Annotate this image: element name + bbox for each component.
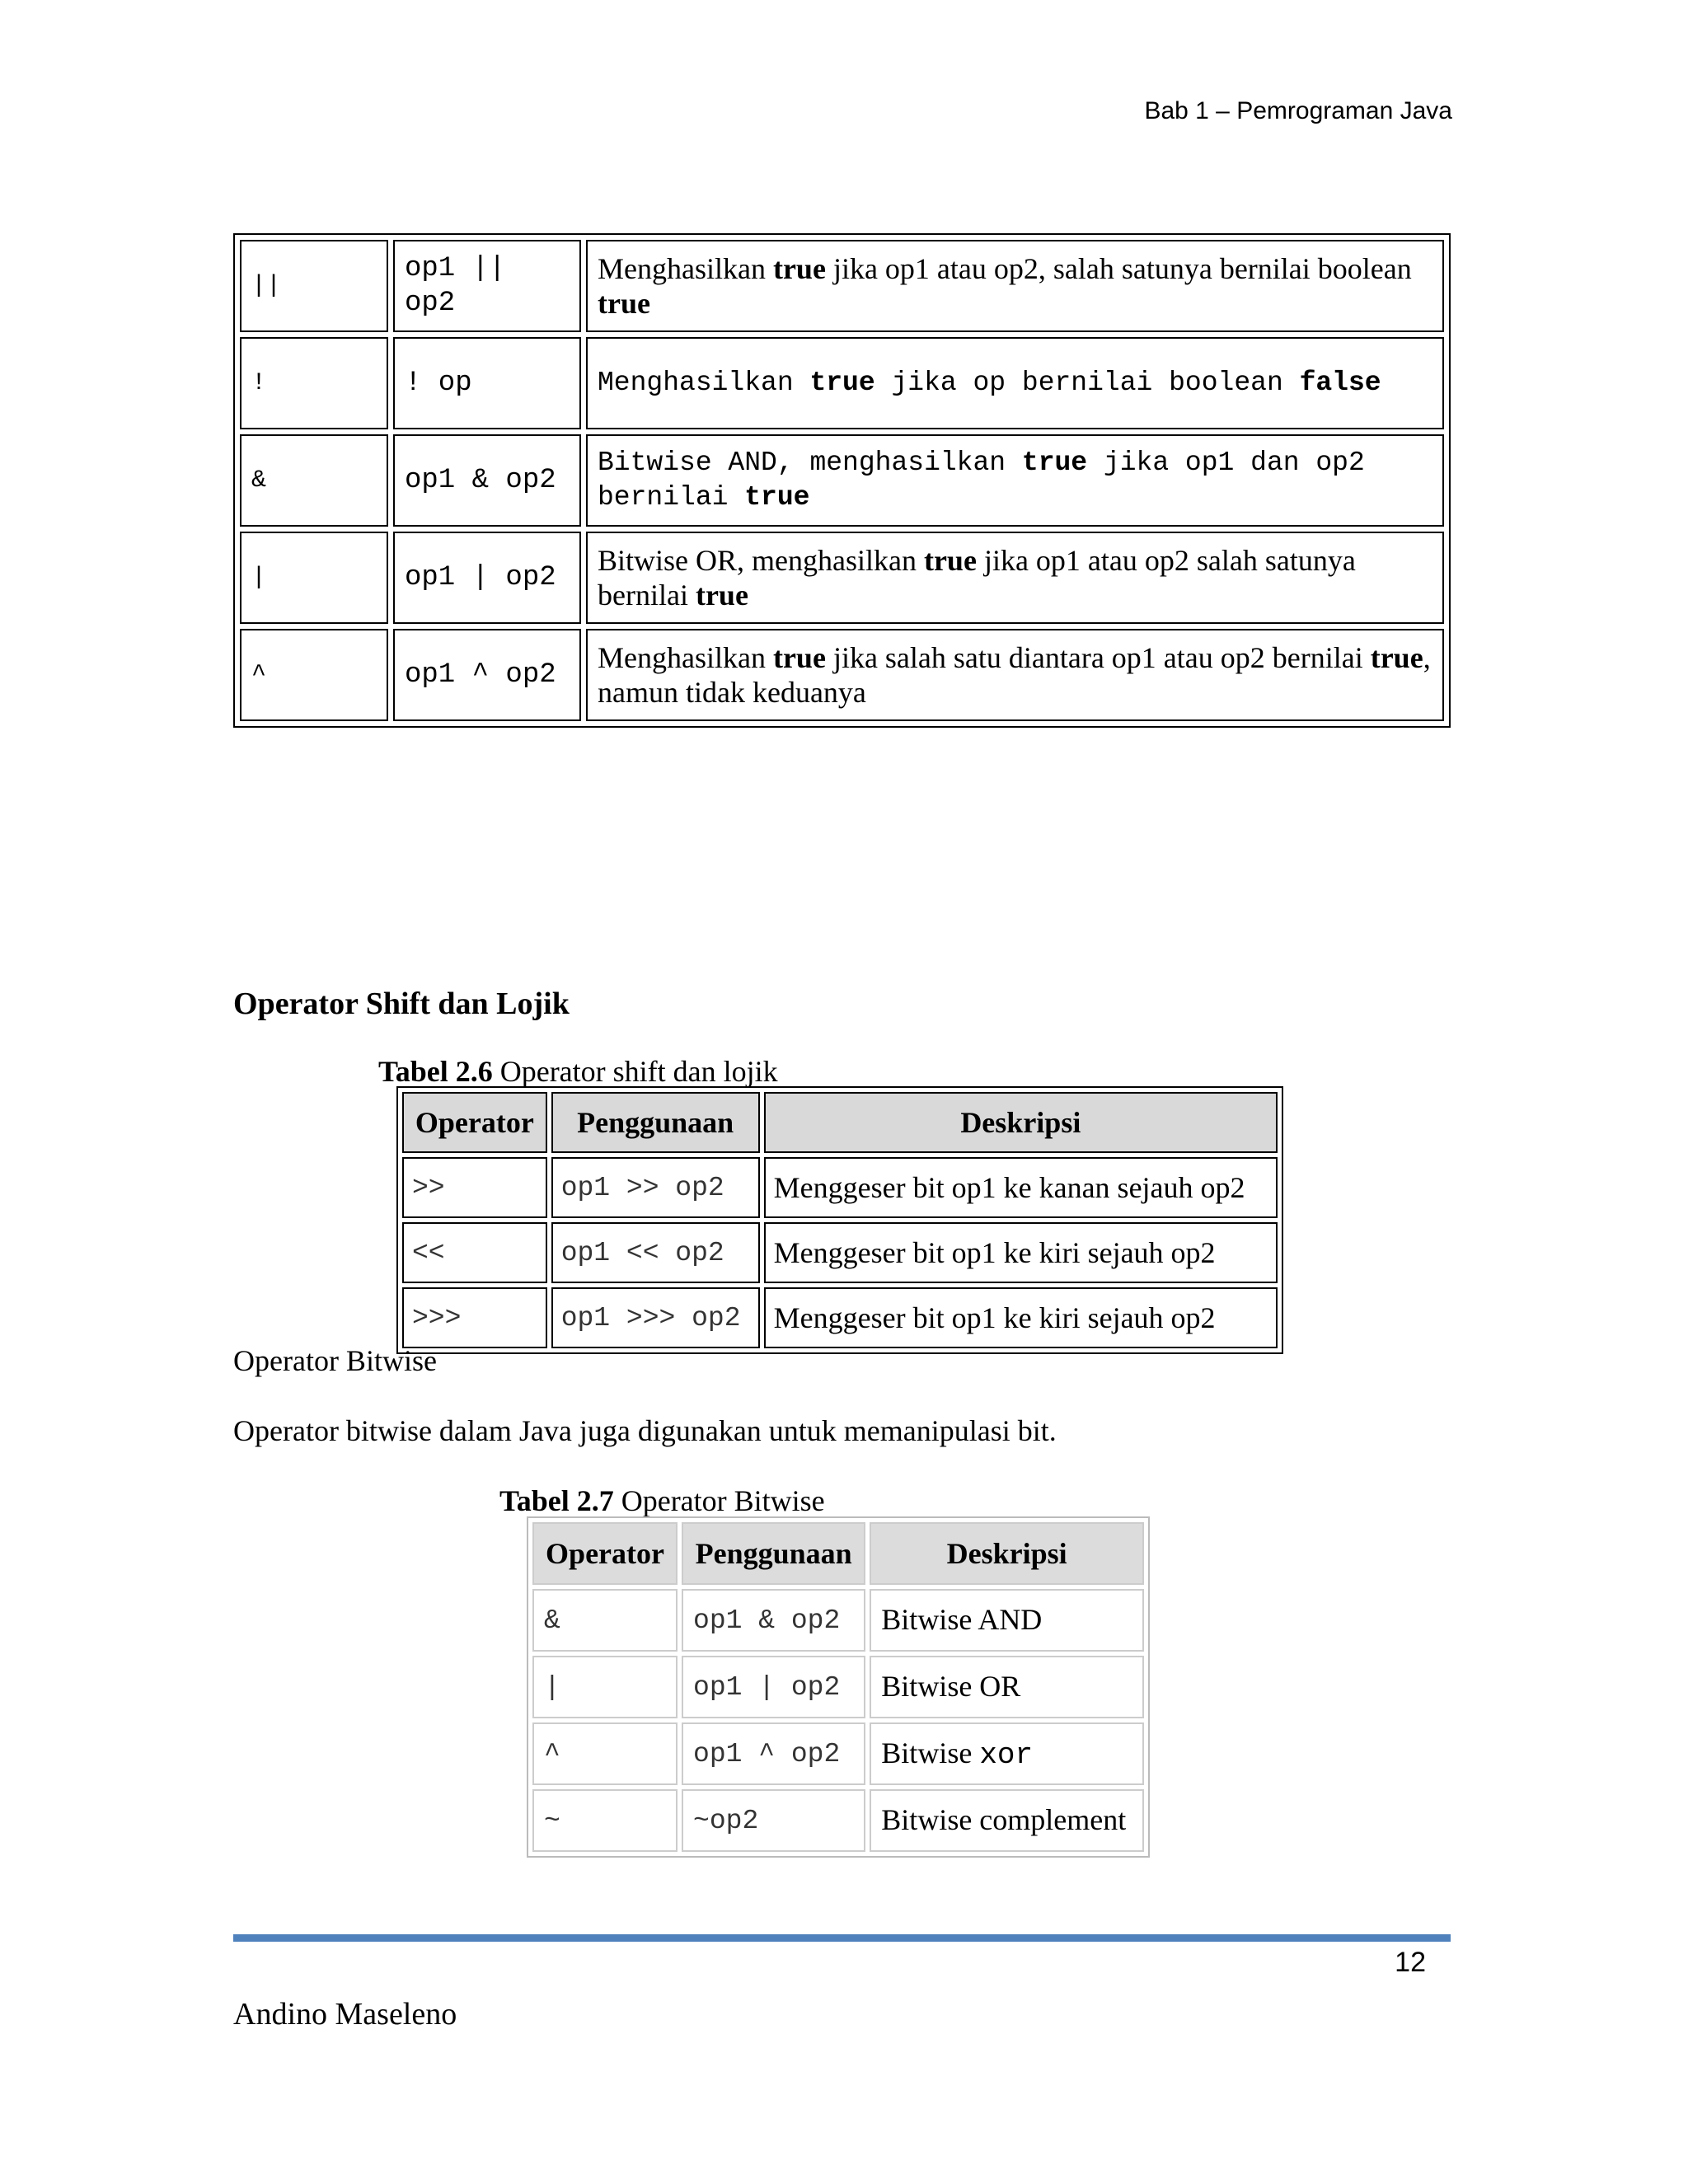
table-row bbox=[240, 629, 1444, 721]
table-row bbox=[240, 434, 1444, 527]
description-cell bbox=[586, 240, 1444, 332]
desc-text: Bitwise AND bbox=[881, 1603, 1043, 1636]
description-cell bbox=[870, 1589, 1144, 1652]
desc-text: Bitwise OR, menghasilkan bbox=[598, 544, 924, 577]
column-header: Penggunaan bbox=[551, 1092, 760, 1153]
operator-cell: || bbox=[240, 240, 388, 332]
table-row bbox=[402, 1157, 1278, 1218]
operator-cell: << bbox=[402, 1222, 547, 1283]
usage-cell: op1 ^ op2 bbox=[393, 629, 581, 721]
desc-keyword: false bbox=[1299, 368, 1381, 398]
bitwise-operator-table bbox=[527, 1516, 1150, 1858]
description-cell bbox=[870, 1722, 1144, 1785]
table-row bbox=[402, 1222, 1278, 1283]
description-cell: Menggeser bit op1 ke kiri sejauh op2 bbox=[764, 1222, 1278, 1283]
usage-cell: op1 & op2 bbox=[682, 1589, 865, 1652]
desc-keyword: true bbox=[744, 482, 810, 513]
column-header: Penggunaan bbox=[682, 1522, 865, 1585]
description-cell bbox=[870, 1789, 1144, 1852]
table-row bbox=[532, 1589, 1144, 1652]
desc-text: jika op1 atau op2, salah satunya bernilai boolean bbox=[825, 252, 1412, 285]
usage-cell: op1 || op2 bbox=[393, 240, 581, 332]
table-row bbox=[402, 1287, 1278, 1348]
column-header: Operator bbox=[402, 1092, 547, 1153]
table-header-row bbox=[532, 1522, 1144, 1585]
description-cell: Menggeser bit op1 ke kiri sejauh op2 bbox=[764, 1287, 1278, 1348]
footer-rule bbox=[233, 1934, 1451, 1942]
desc-text: jika salah satu diantara op1 atau op2 bernilai bbox=[825, 641, 1371, 674]
description-cell: Menggeser bit op1 ke kanan sejauh op2 bbox=[764, 1157, 1278, 1218]
usage-cell: op1 >>> op2 bbox=[551, 1287, 760, 1348]
usage-cell: op1 | op2 bbox=[682, 1656, 865, 1718]
operator-cell: ^ bbox=[532, 1722, 678, 1785]
desc-keyword: true bbox=[598, 287, 650, 320]
table-row bbox=[240, 240, 1444, 332]
shift-operator-table bbox=[396, 1086, 1283, 1354]
caption-text: Operator shift dan lojik bbox=[492, 1055, 778, 1088]
usage-cell: op1 << op2 bbox=[551, 1222, 760, 1283]
operator-cell: >> bbox=[402, 1157, 547, 1218]
desc-text: jika op bernilai boolean bbox=[874, 368, 1300, 398]
description-cell bbox=[586, 629, 1444, 721]
desc-code: xor bbox=[979, 1738, 1034, 1772]
description-cell bbox=[586, 434, 1444, 527]
operator-cell: ~ bbox=[532, 1789, 678, 1852]
usage-cell: ! op bbox=[393, 337, 581, 429]
usage-cell: op1 & op2 bbox=[393, 434, 581, 527]
usage-cell: ~op2 bbox=[682, 1789, 865, 1852]
desc-keyword: true bbox=[695, 579, 748, 612]
desc-text: Menghasilkan bbox=[598, 641, 773, 674]
usage-cell: op1 ^ op2 bbox=[682, 1722, 865, 1785]
description-cell bbox=[586, 532, 1444, 624]
desc-keyword: true bbox=[1370, 641, 1423, 674]
usage-cell: op1 | op2 bbox=[393, 532, 581, 624]
desc-text: Bitwise OR bbox=[881, 1670, 1021, 1703]
operator-cell: >>> bbox=[402, 1287, 547, 1348]
running-header: Bab 1 – Pemrograman Java bbox=[1144, 97, 1452, 124]
caption-text: Operator Bitwise bbox=[613, 1484, 825, 1517]
table-row bbox=[240, 532, 1444, 624]
logic-operator-table bbox=[233, 233, 1451, 728]
desc-text: Bitwise AND, menghasilkan bbox=[598, 448, 1022, 478]
desc-keyword: true bbox=[809, 368, 875, 398]
desc-text: jika op1 atau op2 salah satunya bernilai bbox=[598, 544, 1356, 612]
column-header: Deskripsi bbox=[764, 1092, 1278, 1153]
desc-keyword: true bbox=[1021, 448, 1088, 478]
desc-text: , namun tidak keduanya bbox=[598, 641, 1431, 709]
desc-text: jika op1 dan op2 bernilai bbox=[598, 448, 1365, 513]
operator-cell: ^ bbox=[240, 629, 388, 721]
operator-cell: ! bbox=[240, 337, 388, 429]
desc-text: Bitwise complement bbox=[881, 1803, 1127, 1836]
desc-keyword: true bbox=[772, 252, 826, 285]
paragraph-label: Operator Bitwise bbox=[233, 1344, 437, 1377]
caption-label: Tabel 2.7 bbox=[499, 1484, 614, 1517]
column-header: Deskripsi bbox=[870, 1522, 1144, 1585]
author-name: Andino Maseleno bbox=[233, 1997, 457, 2032]
desc-keyword: true bbox=[772, 641, 826, 674]
description-cell bbox=[586, 337, 1444, 429]
paragraph-text: Operator bitwise dalam Java juga digunakan untuk memanipulasi bit. bbox=[233, 1414, 1057, 1447]
table-row bbox=[532, 1722, 1144, 1785]
table-caption bbox=[499, 1483, 825, 1518]
operator-cell: & bbox=[240, 434, 388, 527]
caption-label: Tabel 2.6 bbox=[378, 1055, 493, 1088]
desc-text: Menghasilkan bbox=[598, 252, 773, 285]
column-header: Operator bbox=[532, 1522, 678, 1585]
table-row bbox=[532, 1789, 1144, 1852]
operator-cell: | bbox=[532, 1656, 678, 1718]
table-row bbox=[532, 1656, 1144, 1718]
desc-text: Bitwise bbox=[881, 1736, 980, 1769]
page-number: 12 bbox=[1395, 1947, 1426, 1978]
description-cell bbox=[870, 1656, 1144, 1718]
section-heading: Operator Shift dan Lojik bbox=[233, 987, 570, 1021]
table-row bbox=[240, 337, 1444, 429]
usage-cell: op1 >> op2 bbox=[551, 1157, 760, 1218]
table-caption bbox=[378, 1054, 778, 1089]
desc-text: Menghasilkan bbox=[598, 368, 810, 398]
operator-cell: & bbox=[532, 1589, 678, 1652]
table-header-row bbox=[402, 1092, 1278, 1153]
operator-cell: | bbox=[240, 532, 388, 624]
desc-keyword: true bbox=[923, 544, 977, 577]
